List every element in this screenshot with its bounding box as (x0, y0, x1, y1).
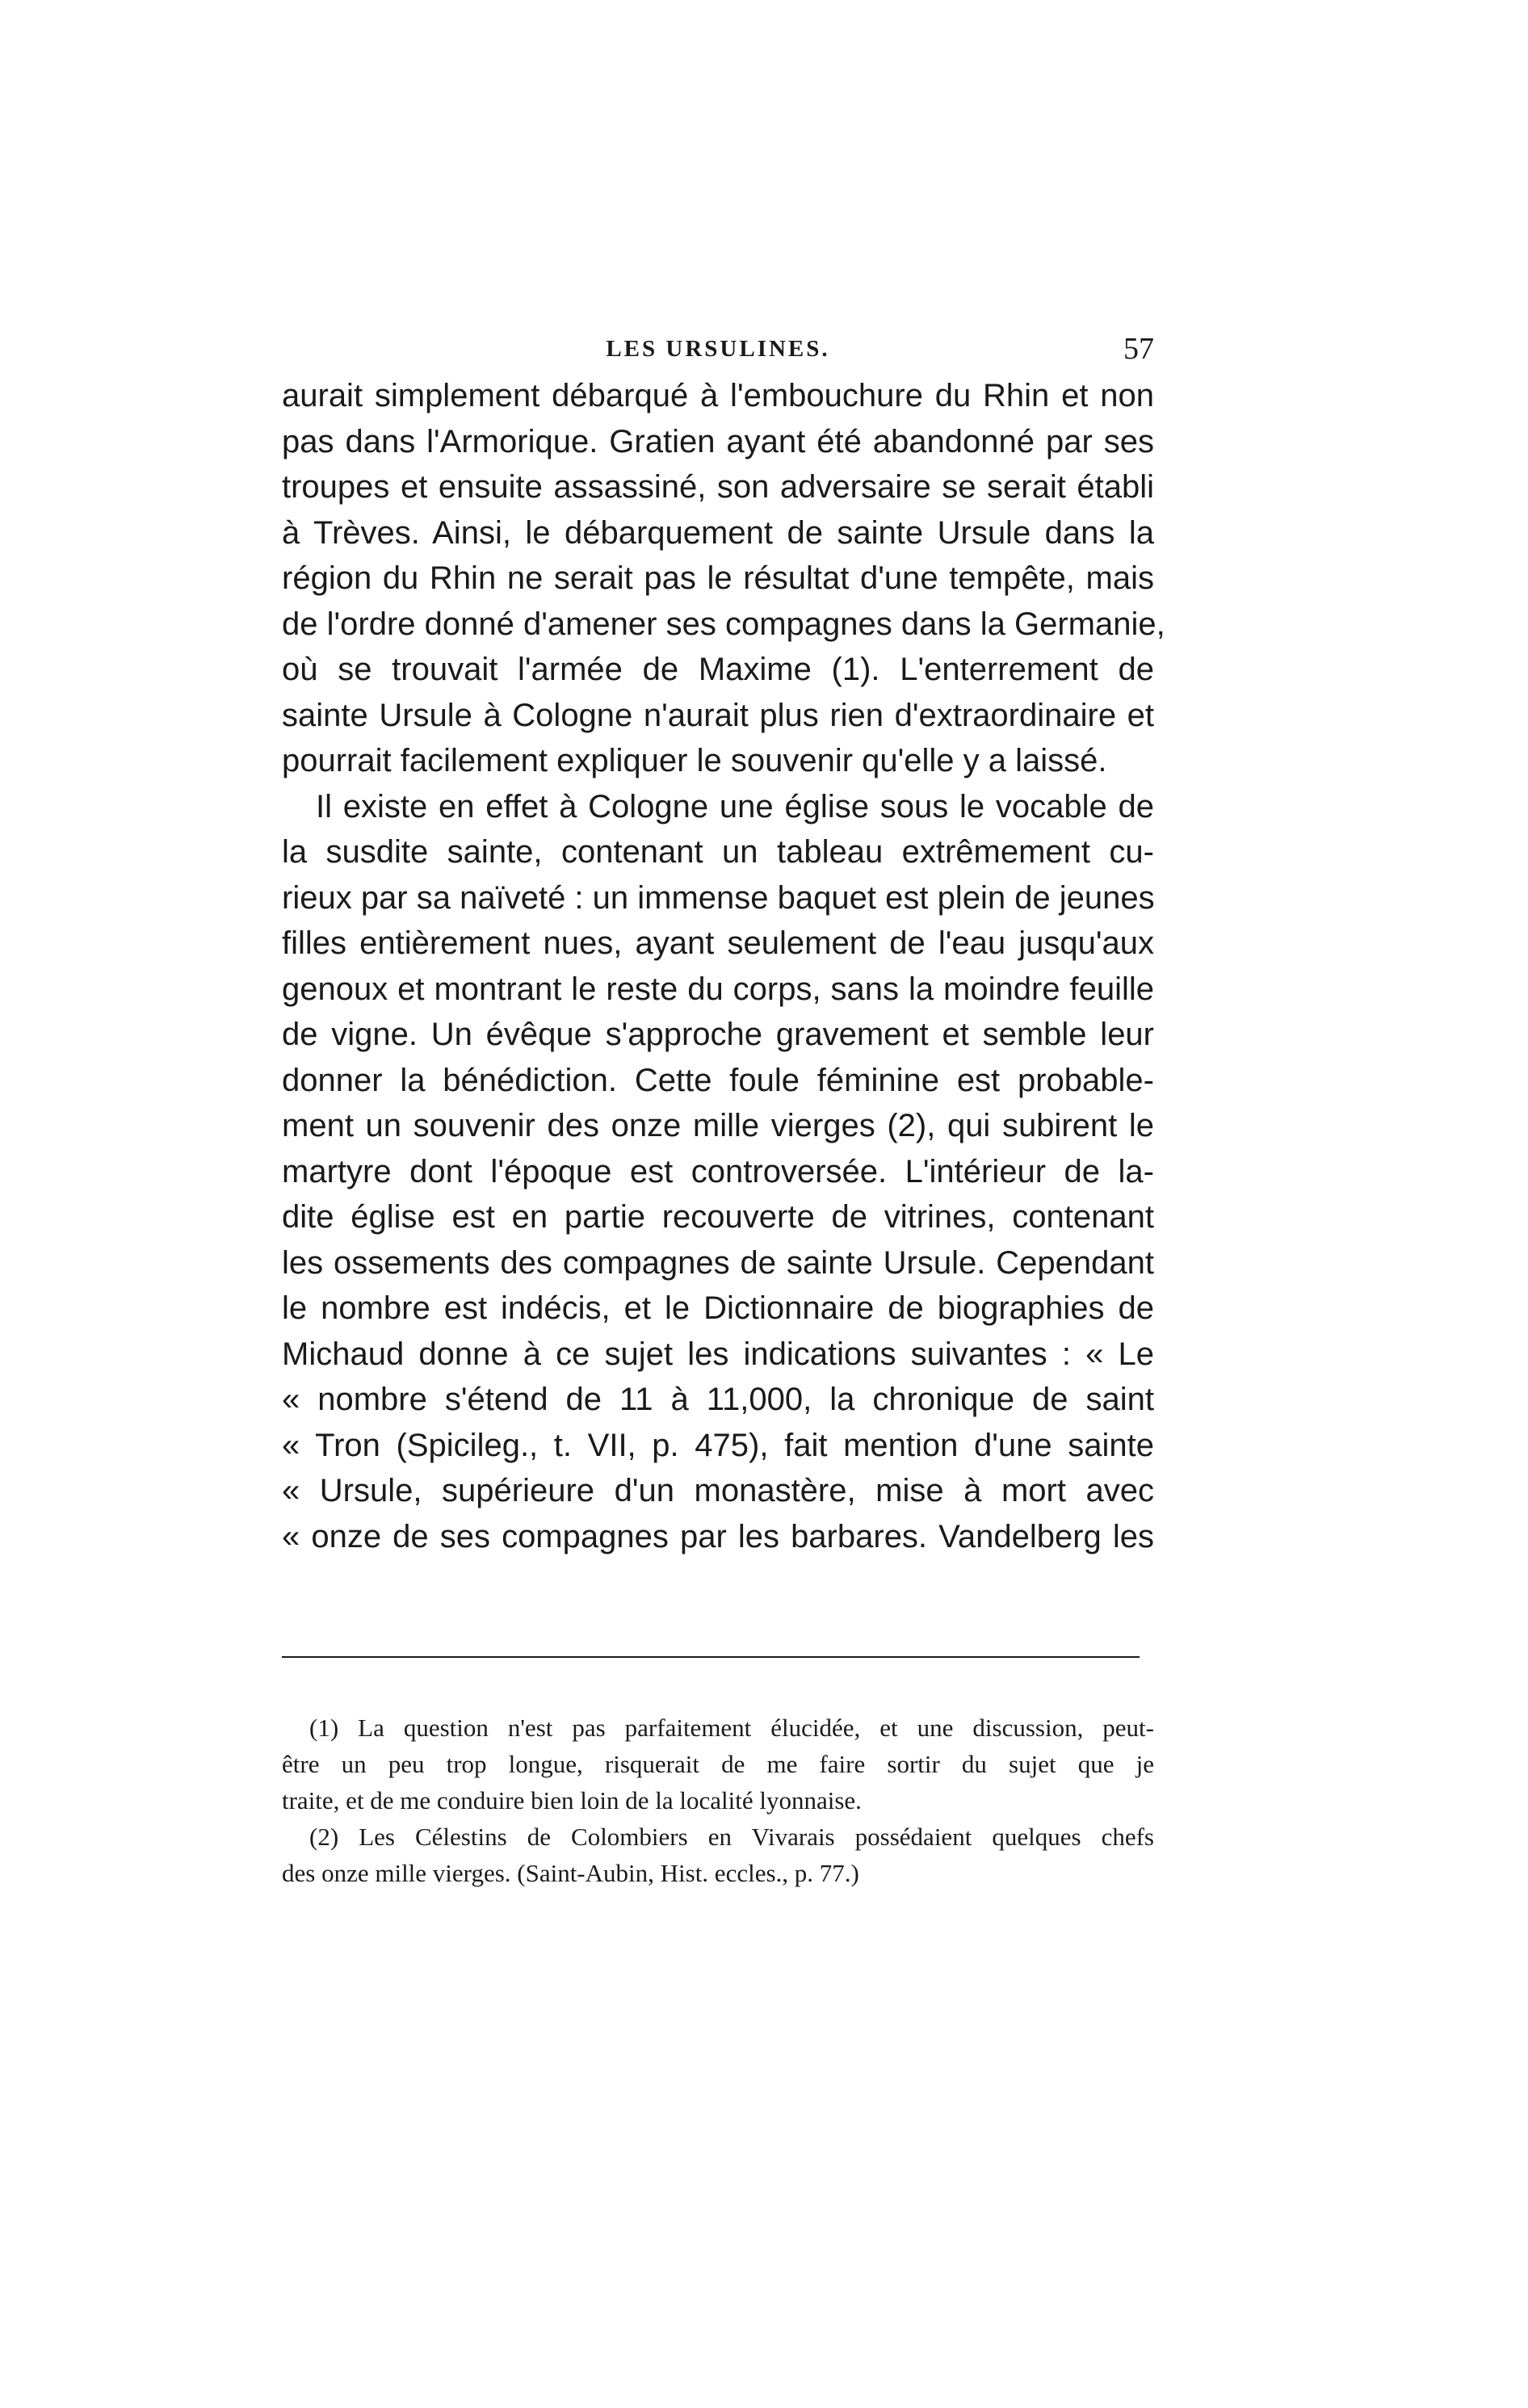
body-line: « onze de ses compagnes par les barbares. Vandelberg les (282, 1518, 1154, 1554)
body-line: ment un souvenir des onze mille vierges (2), qui subirent le (282, 1108, 1154, 1143)
body-line: martyre dont l'époque est controversée. L'intérieur de la- (282, 1153, 1154, 1189)
body-line: aurait simplement débarqué à l'embouchure du Rhin et non (282, 378, 1154, 413)
body-line: pas dans l'Armorique. Gratien ayant été abandonné par ses (282, 423, 1154, 459)
body-line: « Tron (Spicileg., t. VII, p. 475), fait mention d'une sainte (282, 1427, 1154, 1463)
body-line: pourrait facilement expliquer le souvenir qu'elle y a laissé. (282, 743, 1107, 778)
body-line: à Trèves. Ainsi, le débarquement de sainte Ursule dans la (282, 514, 1154, 551)
body-line: filles entièrement nues, ayant seulement de l'eau jusqu'aux (282, 925, 1154, 961)
running-head (282, 325, 1154, 373)
body-line: la susdite sainte, contenant un tableau extrêmement cu- (282, 834, 1154, 870)
footnote-line: des onze mille vierges. (Saint-Aubin, Hist. eccles., p. 77.) (282, 1859, 859, 1887)
footnote-line: (2) Les Célestins de Colombiers en Vivarais possédaient quelques chefs (309, 1823, 1154, 1851)
body-line: sainte Ursule à Cologne n'aurait plus rien d'extraordinaire et (282, 697, 1154, 733)
body-line: dite église est en partie recouverte de vitrines, contenant (282, 1199, 1154, 1235)
body-line: le nombre est indécis, et le Dictionnaire de biographies de (282, 1290, 1154, 1326)
body-line: « Ursule, supérieure d'un monastère, mise à mort avec (282, 1473, 1154, 1508)
footnotes (282, 1710, 1154, 1891)
footnote-divider (282, 1656, 1140, 1658)
body-text (282, 373, 1165, 1559)
body-line: Michaud donne à ce sujet les indications suivantes : « Le (282, 1336, 1154, 1372)
body-line: de l'ordre donné d'amener ses compagnes dans la Germanie, (282, 606, 1165, 642)
body-line: région du Rhin ne serait pas le résultat d'une tempête, mais (282, 560, 1154, 596)
page-number: 57 (1123, 332, 1154, 366)
running-title: LES URSULINES. (606, 336, 830, 362)
body-line: de vigne. Un évêque s'approche gravement et semble leur (282, 1017, 1154, 1052)
footnote-line: traite, et de me conduire bien loin de la localité lyonnaise. (282, 1786, 862, 1814)
body-line: genoux et montrant le reste du corps, sans la moindre feuille (282, 971, 1154, 1007)
body-line: donner la bénédiction. Cette foule féminine est probable- (282, 1062, 1154, 1098)
body-line: Il existe en effet à Cologne une église sous le vocable de (316, 788, 1154, 824)
footnote-line: (1) La question n'est pas parfaitement élucidée, et une discussion, peut- (309, 1714, 1154, 1742)
body-line: rieux par sa naïveté : un immense baquet est plein de jeunes (282, 879, 1155, 916)
body-line: où se trouvait l'armée de Maxime (1). L'enterrement de (282, 652, 1154, 687)
body-line: troupes et ensuite assassiné, son adversaire se serait établi (282, 469, 1154, 505)
footnote-line: être un peu trop longue, risquerait de me faire sortir du sujet que je (282, 1750, 1154, 1778)
body-line: « nombre s'étend de 11 à 11,000, la chronique de saint (282, 1382, 1154, 1417)
body-line: les ossements des compagnes de sainte Ursule. Cependant (282, 1244, 1154, 1281)
